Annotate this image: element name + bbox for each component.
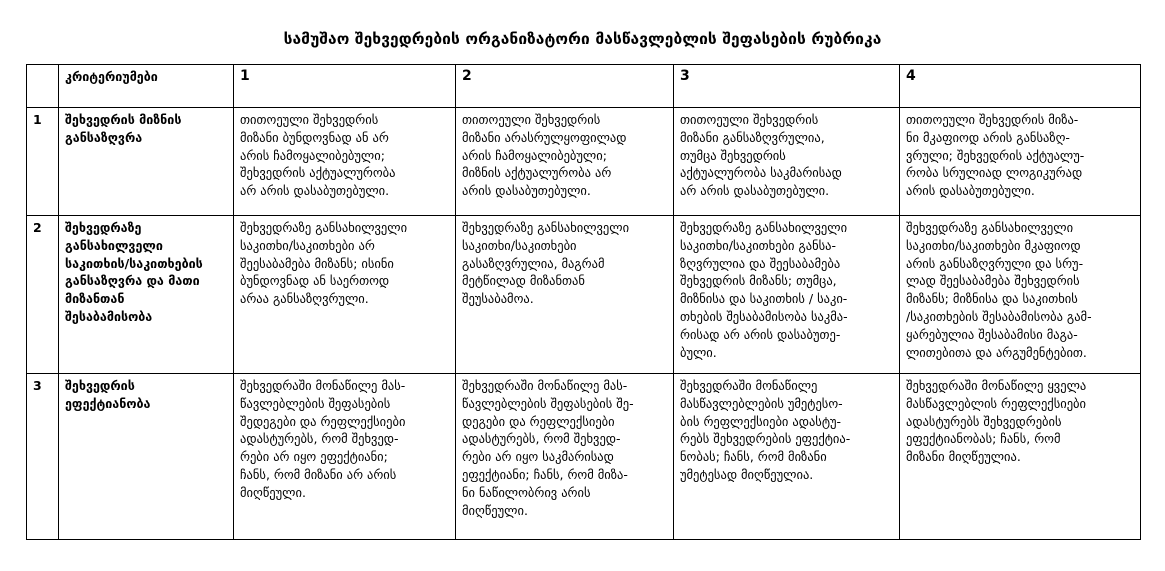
row-number: 1 [27,108,59,216]
header-num-cell [27,65,59,108]
level-1-cell: შეხვედრაზე განსახილველი საკითხი/საკითხები არ შეესაბამება მიზანს; ისინი ბუნდოვნად ან საერთოდ არაა განსაზღვრული. [234,216,456,374]
level-2-cell: შეხვედრაზე განსახილველი საკითხი/საკითხები გასაზღვრულია, მაგრამ მეტწილად მიზანთან შეუსაბამოა. [456,216,674,374]
page-title: სამუშაო შეხვედრების ორგანიზატორი მასწავლებლის შეფასების რუბრიკა [283,30,882,48]
criterion-cell: შეხვედრის მიზნის განსაზღვრა [59,108,234,216]
criterion-cell: შეხვედრაზე განსახილველი საკითხის/საკითხების განსაზღვრა და მათი მიზანთან შესაბამისობა [59,216,234,374]
header-criteria-cell: კრიტერიუმები [59,65,234,108]
table-header-row [27,65,1141,108]
level-2-cell: შეხვედრაში მონაწილე მას- წავლებლების შეფასების შე- დეგები და რეფლექსიები ადასტურებს, რომ შეხვედ- რები არ იყო საკმარისად ეფექტიანი; ჩანს, რომ მიზა- ნი ნაწილობრივ არის მიღწეული. [456,374,674,540]
header-level-1: 1 [234,65,456,108]
level-4-cell: თითოეული შეხვედრის მიზა- ნი მკაფიოდ არის განსაზღ- ვრული; შეხვედრის აქტუალუ- რობა სრულიად ლოგიკურად არის დასაბუთებული. [900,108,1141,216]
rubric-table [26,64,1141,540]
header-level-3: 3 [674,65,900,108]
level-4-cell: შეხვედრაში მონაწილე ყველა მასწავლებლის რეფლექსიები ადასტურებს შეხვედრების ეფექტიანობას; ჩანს, რომ მიზანი მიღწეულია. [900,374,1141,540]
row-number: 3 [27,374,59,540]
level-1-cell: თითოეული შეხვედრის მიზანი ბუნდოვნად ან არ არის ჩამოყალიბებული; შეხვედრის აქტუალურობა არ არის დასაბუთებული. [234,108,456,216]
table-row [27,374,1141,540]
level-4-cell: შეხვედრაზე განსახილველი საკითხი/საკითხები მკაფიოდ არის განსაზღვრული და სრუ- ლად შეესაბამება შეხვედრის მიზანს; მიზნისა და საკითხის /საკითხების შესაბამისობა გამ- ყარებულია შესაბამისი მაგა- ლითებითა და არგუმენტებით. [900,216,1141,374]
table-row [27,216,1141,374]
level-3-cell: შეხვედრაში მონაწილე მასწავლებლების უმეტესო- ბის რეფლექსიები ადასტუ- რებს შეხვედრების ეფექტია- ნობას; ჩანს, რომ მიზანი უმეტესად მიღწეულია. [674,374,900,540]
criterion-cell: შეხვედრის ეფექტიანობა [59,374,234,540]
row-number: 2 [27,216,59,374]
level-3-cell: შეხვედრაზე განსახილველი საკითხი/საკითხები განსა- ზღვრულია და შეესაბამება შეხვედრის მიზანს; თუმცა, მიზნისა და საკითხის / საკი- თხების შესაბამისობა საკმა- რისად არ არის დასაბუთე- ბული. [674,216,900,374]
header-level-2: 2 [456,65,674,108]
level-1-cell: შეხვედრაში მონაწილე მას- წავლებლების შეფასების შედეგები და რეფლექსიები ადასტურებს, რომ შეხვედ- რები არ იყო ეფექტიანი; ჩანს, რომ მიზანი არ არის მიღწეული. [234,374,456,540]
table-row [27,108,1141,216]
level-3-cell: თითოეული შეხვედრის მიზანი განსაზღვრულია, თუმცა შეხვედრის აქტუალურობა საკმარისად არ არის დასაბუთებული. [674,108,900,216]
header-level-4: 4 [900,65,1141,108]
level-2-cell: თითოეული შეხვედრის მიზანი არასრულყოფილად არის ჩამოყალიბებული; მიზნის აქტუალურობა არ არის დასაბუთებული. [456,108,674,216]
